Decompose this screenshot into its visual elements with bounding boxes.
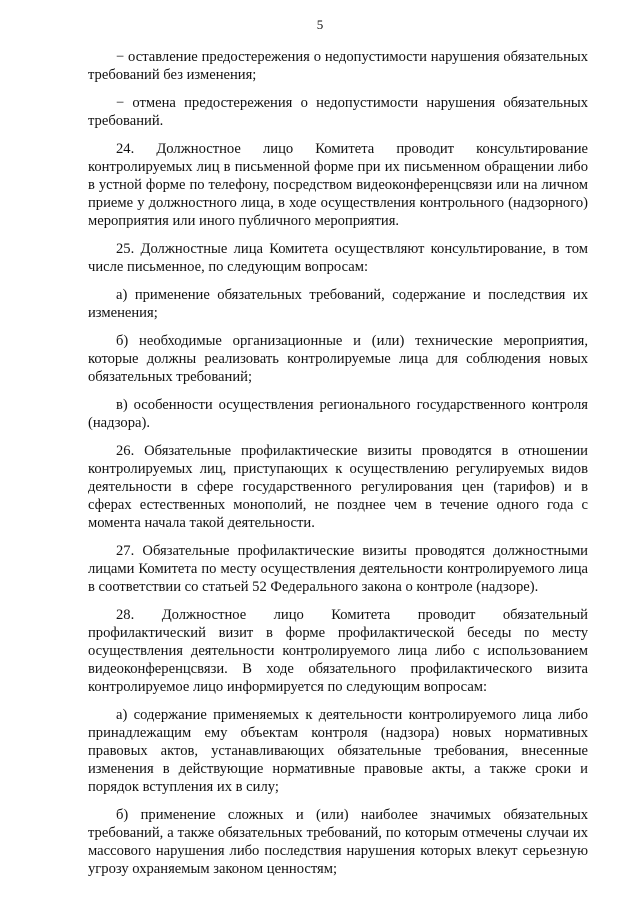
paragraph-item-25-v: в) особенности осуществления регионального государственного контроля (надзора). bbox=[88, 397, 588, 431]
paragraph-item-25-a: а) применение обязательных требований, содержание и последствия их изменения; bbox=[88, 287, 588, 321]
page-number: 5 bbox=[316, 17, 324, 32]
paragraph-bullet-2: − отмена предостережения о недопустимости нарушения обязательных требований. bbox=[88, 95, 588, 129]
paragraph-item-28: 28. Должностное лицо Комитета проводит обязательный профилактический визит в форме профилактической беседы по месту осуществления деятельности контролируемого лица либо с использованием видеоконференцсвязи. В ходе обязательного профилактического визита контролируемое лицо информируется по следующим вопросам: bbox=[88, 607, 588, 695]
paragraph-item-25-b: б) необходимые организационные и (или) технические мероприятия, которые должны реализовать контролируемые лица для соблюдения новых обязательных требований; bbox=[88, 333, 588, 385]
paragraph-item-27: 27. Обязательные профилактические визиты проводятся должностными лицами Комитета по месту осуществления деятельности контролируемого лица в соответствии со статьей 52 Федерального закона о контроле (надзоре). bbox=[88, 543, 588, 595]
paragraph-item-25: 25. Должностные лица Комитета осуществляют консультирование, в том числе письменное, по следующим вопросам: bbox=[88, 241, 588, 275]
paragraph-item-28-b: б) применение сложных и (или) наиболее значимых обязательных требований, а также обязательных требований, по которым отмечены случаи их массового нарушения либо последствия нарушения которых влекут серьезную угрозу охраняемым законом ценностям; bbox=[88, 807, 588, 877]
paragraph-item-24: 24. Должностное лицо Комитета проводит консультирование контролируемых лиц в письменной форме при их письменном обращении либо в устной форме по телефону, посредством видеоконференцсвязи или на личном приеме у должностного лица, в ходе осуществления контрольного (надзорного) мероприятия или иного публичного мероприятия. bbox=[88, 141, 588, 229]
paragraph-bullet-1: − оставление предостережения о недопустимости нарушения обязательных требований без изменения; bbox=[88, 49, 588, 83]
paragraph-item-28-a: а) содержание применяемых к деятельности контролируемого лица либо принадлежащим ему объектам контроля (надзора) новых нормативных правовых актов, устанавливающих обязательные требования, внесенные изменения в действующие нормативные правовые акты, а также сроки и порядок вступления их в силу; bbox=[88, 707, 588, 795]
document-body bbox=[88, 48, 588, 888]
paragraph-item-26: 26. Обязательные профилактические визиты проводятся в отношении контролируемых лиц, приступающих к осуществлению регулируемых видов деятельности в сфере государственного регулирования цен (тарифов) и в сферах естественных монополий, не позднее чем в течение одного года с момента начала такой деятельности. bbox=[88, 443, 588, 531]
